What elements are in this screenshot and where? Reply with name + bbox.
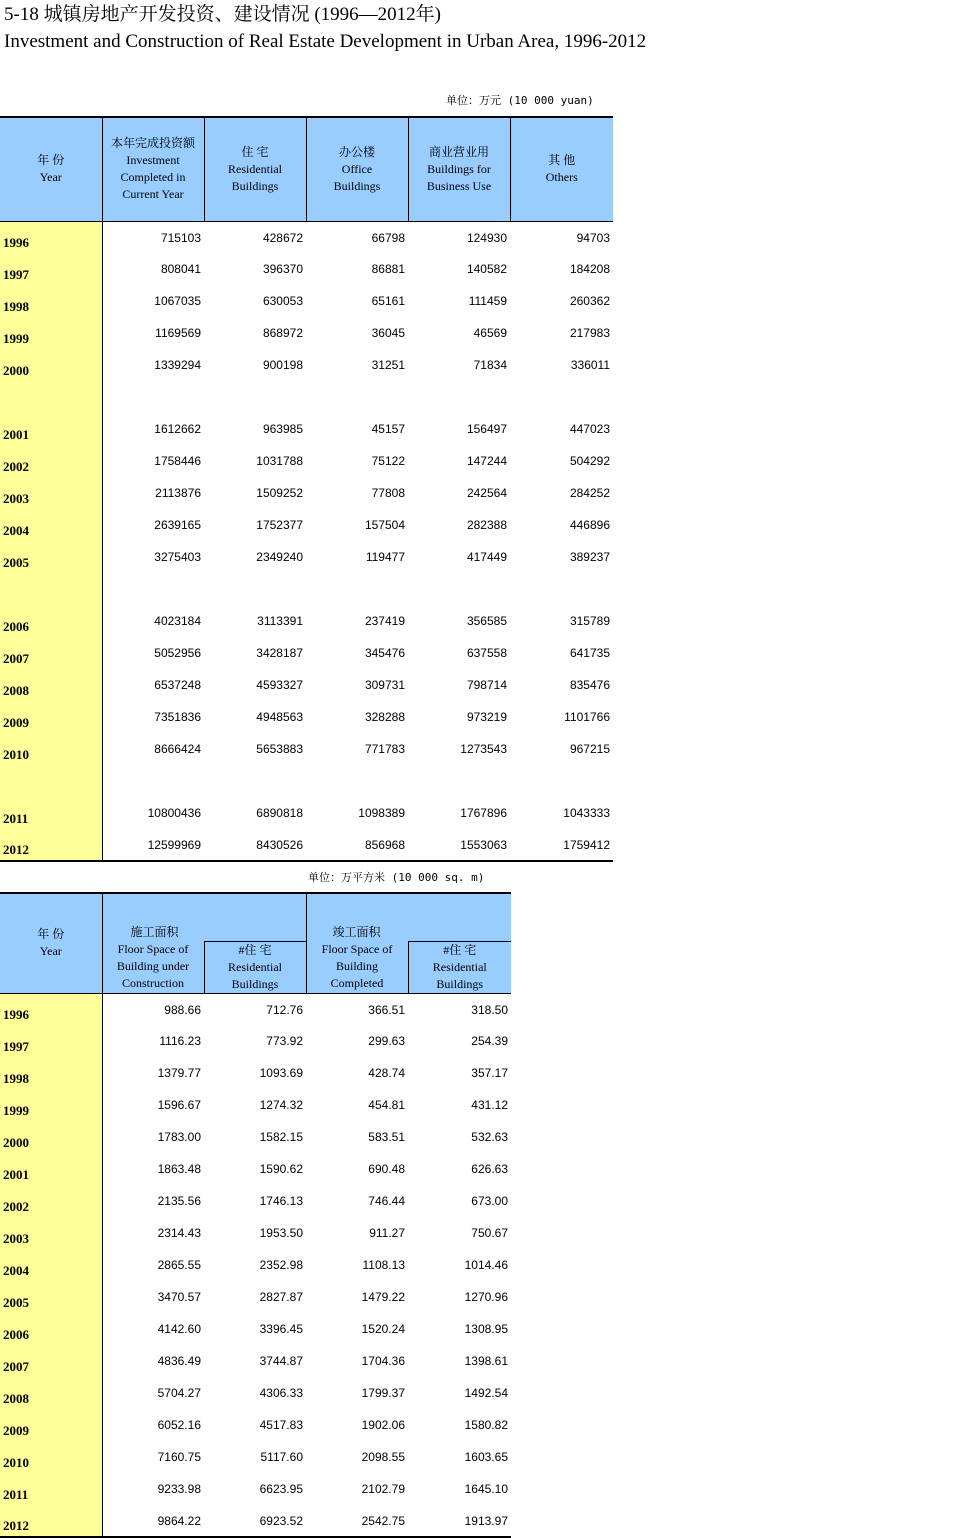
table-row	[0, 1249, 511, 1281]
value-cell: 119477	[365, 550, 405, 564]
value-cell: 2827.87	[259, 1290, 303, 1304]
header-completed-residential: #住 宅 Residential Buildings	[408, 941, 511, 993]
value-cell: 1308.95	[464, 1322, 508, 1336]
value-cell: 6623.95	[259, 1482, 303, 1496]
value-cell: 911.27	[369, 1226, 405, 1240]
table-row	[0, 1505, 511, 1537]
value-cell: 431.12	[471, 1098, 508, 1112]
header-completed-en: Floor Space of Building Completed	[306, 941, 408, 993]
header-under-construction-en: Floor Space of Building under Construction	[102, 941, 204, 993]
value-cell: 1799.37	[361, 1386, 405, 1400]
value-cell: 1108.13	[362, 1258, 405, 1272]
value-cell: 9233.98	[157, 1482, 201, 1496]
table-row	[0, 1313, 511, 1345]
floor-space-table	[0, 892, 511, 1538]
year-cell: 2010	[0, 1441, 102, 1473]
value-cell: 690.48	[368, 1162, 405, 1176]
value-cell: 1759412	[510, 829, 613, 861]
header-others: 其 他 Others	[510, 117, 613, 221]
value-cell: 309731	[364, 678, 405, 692]
value-cell: 315789	[569, 614, 610, 628]
value-cell: 1553063	[408, 829, 510, 861]
value-cell: 389237	[569, 550, 610, 564]
year-cell: 2004	[0, 1249, 102, 1281]
value-cell: 366.51	[368, 1002, 405, 1017]
value-cell: 86881	[371, 262, 405, 276]
value-cell: 417449	[466, 550, 507, 564]
value-cell: 798714	[466, 678, 507, 692]
value-cell: 1043333	[563, 806, 610, 820]
value-cell: 1902.06	[361, 1418, 405, 1432]
year-cell: 2000	[0, 1121, 102, 1153]
year-cell: 1997	[0, 253, 102, 285]
table-row	[0, 1377, 511, 1409]
value-cell: 1612662	[154, 422, 201, 436]
value-cell: 157504	[364, 518, 405, 532]
value-cell: 111459	[468, 294, 507, 308]
value-cell: 1067035	[154, 294, 201, 308]
value-cell: 4836.49	[157, 1354, 201, 1368]
year-cell	[0, 573, 102, 605]
value-cell: 1031788	[256, 454, 303, 468]
value-cell: 1953.50	[259, 1226, 303, 1240]
value-cell: 5052956	[154, 646, 201, 660]
table-row	[0, 285, 613, 317]
value-cell: 4948563	[256, 710, 303, 724]
value-cell: 12599969	[102, 829, 204, 861]
value-cell: 8430526	[204, 829, 306, 861]
table-row	[0, 1185, 511, 1217]
value-cell: 94703	[576, 230, 610, 245]
value-cell	[102, 573, 204, 605]
value-cell	[102, 381, 204, 413]
value-cell: 260362	[569, 294, 610, 308]
year-cell: 2008	[0, 669, 102, 701]
year-cell: 1996	[0, 993, 102, 1025]
table-row	[0, 317, 613, 349]
value-cell: 65161	[371, 294, 405, 308]
value-cell: 1492.54	[464, 1386, 508, 1400]
value-cell: 1014.46	[464, 1258, 508, 1272]
value-cell: 4306.33	[259, 1386, 303, 1400]
value-cell: 1273543	[460, 742, 507, 756]
year-cell: 2007	[0, 637, 102, 669]
value-cell: 988.66	[164, 1002, 201, 1017]
investment-table	[0, 116, 613, 862]
value-cell: 856968	[306, 829, 408, 861]
value-cell: 3428187	[256, 646, 303, 660]
value-cell: 396370	[262, 262, 303, 276]
value-cell: 673.00	[471, 1194, 508, 1208]
year-cell: 2005	[0, 541, 102, 573]
value-cell	[408, 573, 510, 605]
value-cell: 3113391	[257, 614, 303, 628]
value-cell: 1645.10	[464, 1482, 508, 1496]
table-row	[0, 637, 613, 669]
table-row	[0, 797, 613, 829]
value-cell: 771783	[364, 742, 405, 756]
year-cell: 2003	[0, 1217, 102, 1249]
value-cell: 2098.55	[361, 1450, 405, 1464]
table-row	[0, 1121, 511, 1153]
value-cell: 156497	[466, 422, 507, 436]
value-cell: 10800436	[147, 806, 201, 820]
value-cell: 715103	[160, 230, 201, 245]
value-cell: 1580.82	[464, 1418, 508, 1432]
value-cell: 7351836	[154, 710, 201, 724]
year-cell: 2001	[0, 413, 102, 445]
year-cell: 2011	[0, 1473, 102, 1505]
table-row	[0, 1281, 511, 1313]
value-cell: 963985	[262, 422, 303, 436]
value-cell: 140582	[466, 262, 507, 276]
table1-header-row	[0, 117, 613, 221]
header-year: 年 份 Year	[0, 893, 102, 993]
value-cell: 454.81	[368, 1098, 405, 1112]
value-cell: 2865.55	[157, 1258, 201, 1272]
value-cell: 217983	[569, 326, 610, 340]
value-cell: 1590.62	[259, 1162, 303, 1176]
value-cell	[510, 381, 613, 413]
table-row	[0, 733, 613, 765]
table2-unit-label: 单位：万平方米 (10 000 sq. m)	[308, 871, 485, 884]
value-cell	[204, 573, 306, 605]
year-cell: 1996	[0, 221, 102, 253]
year-cell: 2012	[0, 829, 102, 861]
table-row	[0, 541, 613, 573]
value-cell: 4142.60	[157, 1322, 201, 1336]
value-cell	[306, 381, 408, 413]
value-cell: 583.51	[368, 1130, 405, 1144]
value-cell: 8666424	[154, 742, 201, 756]
header-year: 年 份 Year	[0, 117, 102, 221]
value-cell: 1603.65	[464, 1450, 508, 1464]
value-cell: 746.44	[368, 1194, 405, 1208]
value-cell: 2102.79	[361, 1482, 405, 1496]
value-cell: 45157	[371, 422, 405, 436]
value-cell: 3275403	[154, 550, 201, 564]
value-cell	[510, 765, 613, 797]
value-cell: 1767896	[460, 806, 507, 820]
table-row	[0, 509, 613, 541]
value-cell	[102, 765, 204, 797]
value-cell: 1116.23	[159, 1034, 201, 1048]
table-row	[0, 1473, 511, 1505]
year-cell: 1999	[0, 317, 102, 349]
value-cell: 242564	[466, 486, 507, 500]
value-cell: 5117.60	[260, 1450, 303, 1464]
value-cell: 77808	[371, 486, 405, 500]
value-cell: 1101766	[564, 710, 610, 724]
value-cell: 973219	[466, 710, 507, 724]
value-cell: 2314.43	[157, 1226, 201, 1240]
value-cell: 2639165	[154, 518, 201, 532]
header-completed: 竣工面积	[306, 893, 511, 941]
value-cell: 4593327	[256, 678, 303, 692]
year-cell: 2001	[0, 1153, 102, 1185]
value-cell: 5704.27	[157, 1386, 201, 1400]
year-cell: 2004	[0, 509, 102, 541]
year-cell: 2009	[0, 701, 102, 733]
value-cell: 967215	[569, 742, 610, 756]
table-row	[0, 1409, 511, 1441]
year-cell: 2002	[0, 445, 102, 477]
year-cell: 1997	[0, 1025, 102, 1057]
value-cell: 446896	[569, 518, 610, 532]
value-cell: 2349240	[256, 550, 303, 564]
year-cell: 1998	[0, 285, 102, 317]
table-row	[0, 1089, 511, 1121]
value-cell: 1339294	[154, 358, 201, 372]
value-cell: 357.17	[471, 1066, 508, 1080]
table2-header-row	[0, 893, 511, 941]
value-cell: 36045	[371, 326, 405, 340]
table-row	[0, 1345, 511, 1377]
value-cell	[204, 381, 306, 413]
table-row	[0, 701, 613, 733]
table-row	[0, 605, 613, 637]
value-cell: 1479.22	[361, 1290, 405, 1304]
title-english: Investment and Construction of Real Estate Development in Urban Area, 1996-2012	[4, 31, 647, 52]
value-cell: 2135.56	[157, 1194, 201, 1208]
value-cell: 345476	[364, 646, 405, 660]
value-cell: 1379.77	[157, 1066, 201, 1080]
header-business: 商业营业用 Buildings for Business Use	[408, 117, 510, 221]
title-chinese: 5-18 城镇房地产开发投资、建设情况 (1996—2012年)	[4, 4, 441, 25]
year-cell: 1998	[0, 1057, 102, 1089]
value-cell: 299.63	[368, 1034, 405, 1048]
value-cell	[306, 573, 408, 605]
table-row	[0, 1441, 511, 1473]
year-cell: 2006	[0, 1313, 102, 1345]
value-cell: 750.67	[471, 1226, 508, 1240]
value-cell: 2352.98	[259, 1258, 303, 1272]
value-cell: 3744.87	[259, 1354, 303, 1368]
value-cell: 630053	[262, 294, 303, 308]
value-cell: 1270.96	[464, 1290, 508, 1304]
table-row	[0, 829, 613, 861]
value-cell: 835476	[569, 678, 610, 692]
value-cell: 1758446	[154, 454, 201, 468]
year-cell: 2007	[0, 1345, 102, 1377]
value-cell: 1863.48	[157, 1162, 201, 1176]
table-row	[0, 669, 613, 701]
value-cell: 428.74	[368, 1066, 405, 1080]
value-cell: 1098389	[358, 806, 405, 820]
value-cell: 1752377	[256, 518, 303, 532]
year-cell: 2010	[0, 733, 102, 765]
value-cell: 1093.69	[259, 1066, 303, 1080]
value-cell: 66798	[371, 230, 405, 245]
value-cell: 1704.36	[361, 1354, 405, 1368]
value-cell: 6923.52	[204, 1505, 306, 1537]
year-cell: 2005	[0, 1281, 102, 1313]
value-cell: 808041	[160, 262, 201, 276]
table-row	[0, 349, 613, 381]
value-cell: 254.39	[471, 1034, 508, 1048]
year-cell	[0, 381, 102, 413]
value-cell: 6052.16	[157, 1418, 201, 1432]
value-cell	[510, 573, 613, 605]
value-cell: 712.76	[266, 1002, 303, 1017]
value-cell: 626.63	[471, 1162, 508, 1176]
year-cell: 2008	[0, 1377, 102, 1409]
value-cell: 3396.45	[259, 1322, 303, 1336]
value-cell: 900198	[262, 358, 303, 372]
spacer-row	[0, 765, 613, 797]
year-cell: 2000	[0, 349, 102, 381]
value-cell: 5653883	[256, 742, 303, 756]
value-cell	[408, 381, 510, 413]
header-residential: 住 宅 Residential Buildings	[204, 117, 306, 221]
year-cell: 2002	[0, 1185, 102, 1217]
value-cell: 1913.97	[408, 1505, 511, 1537]
value-cell: 773.92	[266, 1034, 303, 1048]
value-cell: 124930	[466, 230, 507, 245]
value-cell: 4023184	[154, 614, 201, 628]
value-cell: 3470.57	[157, 1290, 201, 1304]
table-row	[0, 413, 613, 445]
value-cell: 237419	[364, 614, 405, 628]
value-cell: 6890818	[256, 806, 303, 820]
value-cell: 31251	[371, 358, 405, 372]
year-cell	[0, 765, 102, 797]
header-under-construction: 施工面积	[102, 893, 306, 941]
value-cell: 1398.61	[464, 1354, 508, 1368]
table-row	[0, 1025, 511, 1057]
year-cell: 2011	[0, 797, 102, 829]
value-cell: 71834	[473, 358, 507, 372]
value-cell: 75122	[371, 454, 405, 468]
table-row	[0, 445, 613, 477]
value-cell: 447023	[569, 422, 610, 436]
table-row	[0, 477, 613, 509]
value-cell: 46569	[473, 326, 507, 340]
value-cell: 356585	[466, 614, 507, 628]
year-cell: 2009	[0, 1409, 102, 1441]
value-cell	[408, 765, 510, 797]
value-cell: 6537248	[154, 678, 201, 692]
year-cell: 2006	[0, 605, 102, 637]
value-cell: 184208	[569, 262, 610, 276]
value-cell: 1582.15	[259, 1130, 303, 1144]
spacer-row	[0, 573, 613, 605]
header-investment-completed: 本年完成投资额 Investment Completed in Current Year	[102, 117, 204, 221]
value-cell: 1596.67	[157, 1098, 201, 1112]
value-cell: 1783.00	[157, 1130, 201, 1144]
header-office: 办公楼 Office Buildings	[306, 117, 408, 221]
value-cell: 1509252	[256, 486, 303, 500]
value-cell: 1520.24	[361, 1322, 405, 1336]
value-cell: 328288	[364, 710, 405, 724]
table-row	[0, 993, 511, 1025]
year-cell: 2003	[0, 477, 102, 509]
value-cell	[306, 765, 408, 797]
value-cell: 1746.13	[259, 1194, 303, 1208]
table-row	[0, 1153, 511, 1185]
value-cell: 637558	[466, 646, 507, 660]
value-cell: 641735	[569, 646, 610, 660]
table-row	[0, 253, 613, 285]
value-cell: 2542.75	[306, 1505, 408, 1537]
value-cell: 7160.75	[157, 1450, 201, 1464]
value-cell: 147244	[466, 454, 507, 468]
value-cell: 282388	[466, 518, 507, 532]
table-row	[0, 1057, 511, 1089]
value-cell: 532.63	[471, 1130, 508, 1144]
value-cell: 318.50	[471, 1002, 508, 1017]
value-cell: 2113876	[155, 486, 201, 500]
value-cell: 1274.32	[259, 1098, 303, 1112]
value-cell: 868972	[262, 326, 303, 340]
value-cell: 336011	[570, 358, 610, 372]
table-row	[0, 1217, 511, 1249]
value-cell: 1169569	[155, 326, 201, 340]
table1-unit-label: 单位：万元 (10 000 yuan)	[446, 94, 594, 107]
value-cell: 9864.22	[102, 1505, 204, 1537]
header-under-residential: #住 宅 Residential Buildings	[204, 941, 306, 993]
table-row	[0, 221, 613, 253]
year-cell: 2012	[0, 1505, 102, 1537]
value-cell	[204, 765, 306, 797]
value-cell: 4517.83	[259, 1418, 303, 1432]
value-cell: 284252	[569, 486, 610, 500]
value-cell: 428672	[262, 230, 303, 245]
value-cell: 504292	[569, 454, 610, 468]
spacer-row	[0, 381, 613, 413]
year-cell: 1999	[0, 1089, 102, 1121]
